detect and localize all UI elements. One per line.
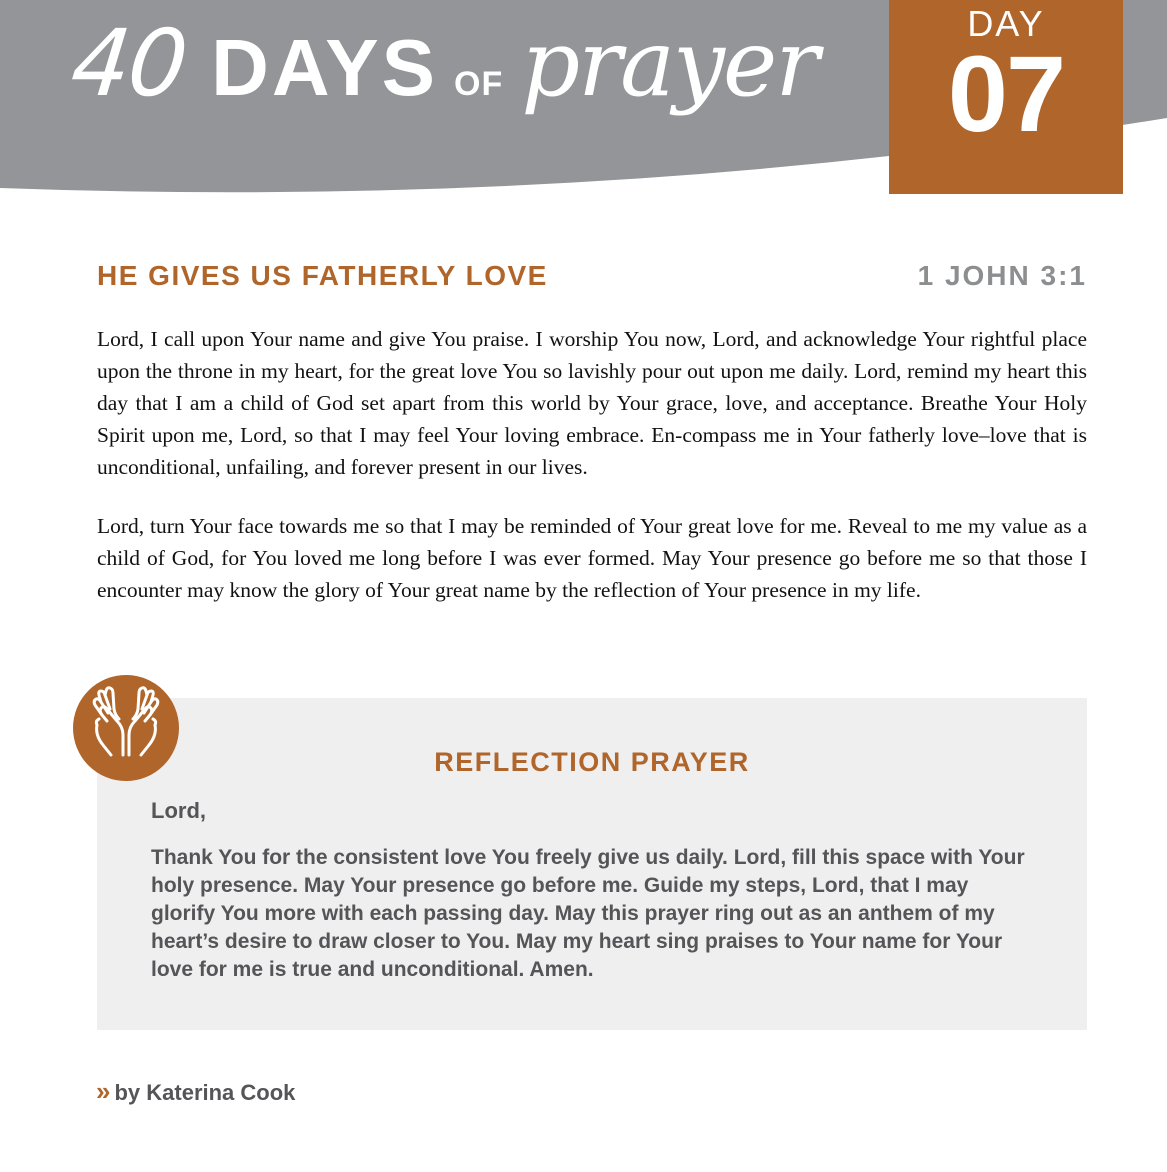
scripture-reference: 1 JOHN 3:1	[917, 260, 1087, 291]
brand-of: OF	[454, 65, 504, 103]
title-row	[97, 260, 1087, 292]
brand-number: 40	[66, 10, 191, 117]
brand-logo	[66, 10, 818, 150]
day-badge	[889, 0, 1123, 194]
reflection-title: REFLECTION PRAYER	[434, 747, 750, 777]
body-paragraph-2: Lord, turn Your face towards me so that I may be reminded of Your great love for me. Reveal to me my value as a child of God, for You loved me long before I was ever formed. May Your presence go before me so that those I encounter may know the glory of Your great name by the reflection of Your presence in my life.	[97, 514, 1087, 602]
day-number: 07	[947, 33, 1065, 154]
page-title: HE GIVES US FATHERLY LOVE	[97, 260, 548, 291]
reflection-body: Thank You for the consistent love You freely give us daily. Lord, fill this space with Your holy presence. May Your presence go before me. Guide my steps, Lord, that I may glorify You more with each passing day. May this prayer ring out as an anthem of my heart’s desire to draw closer to You. May my heart sing praises to Your name for Your love for me is true and unconditional. Amen.	[151, 846, 1025, 981]
reflection-panel	[97, 698, 1087, 1030]
author-byline	[96, 1076, 295, 1107]
brand-days: DAYS	[211, 23, 438, 112]
body-paragraph-1: Lord, I call upon Your name and give You praise. I worship You now, Lord, and acknowledge Your rightful place upon the throne in my heart, for the great love You so lavishly pour out upon me daily. Lord, remind my heart this day that I am a child of God set apart from this world by Your grace, love, and acceptance. Breathe Your Holy Spirit upon me, Lord, so that I may feel Your loving embrace. En-compass me in Your fatherly love–love that is unconditional, unfailing, and forever present in our lives.	[97, 327, 1087, 479]
day-label: DAY	[967, 3, 1045, 44]
chevron-right-icon: »	[96, 1076, 111, 1106]
reflection-salutation: Lord,	[151, 798, 206, 823]
author-name: by Katerina Cook	[114, 1080, 296, 1105]
praying-hands-icon	[73, 675, 179, 781]
brand-prayer: prayer	[521, 10, 818, 117]
